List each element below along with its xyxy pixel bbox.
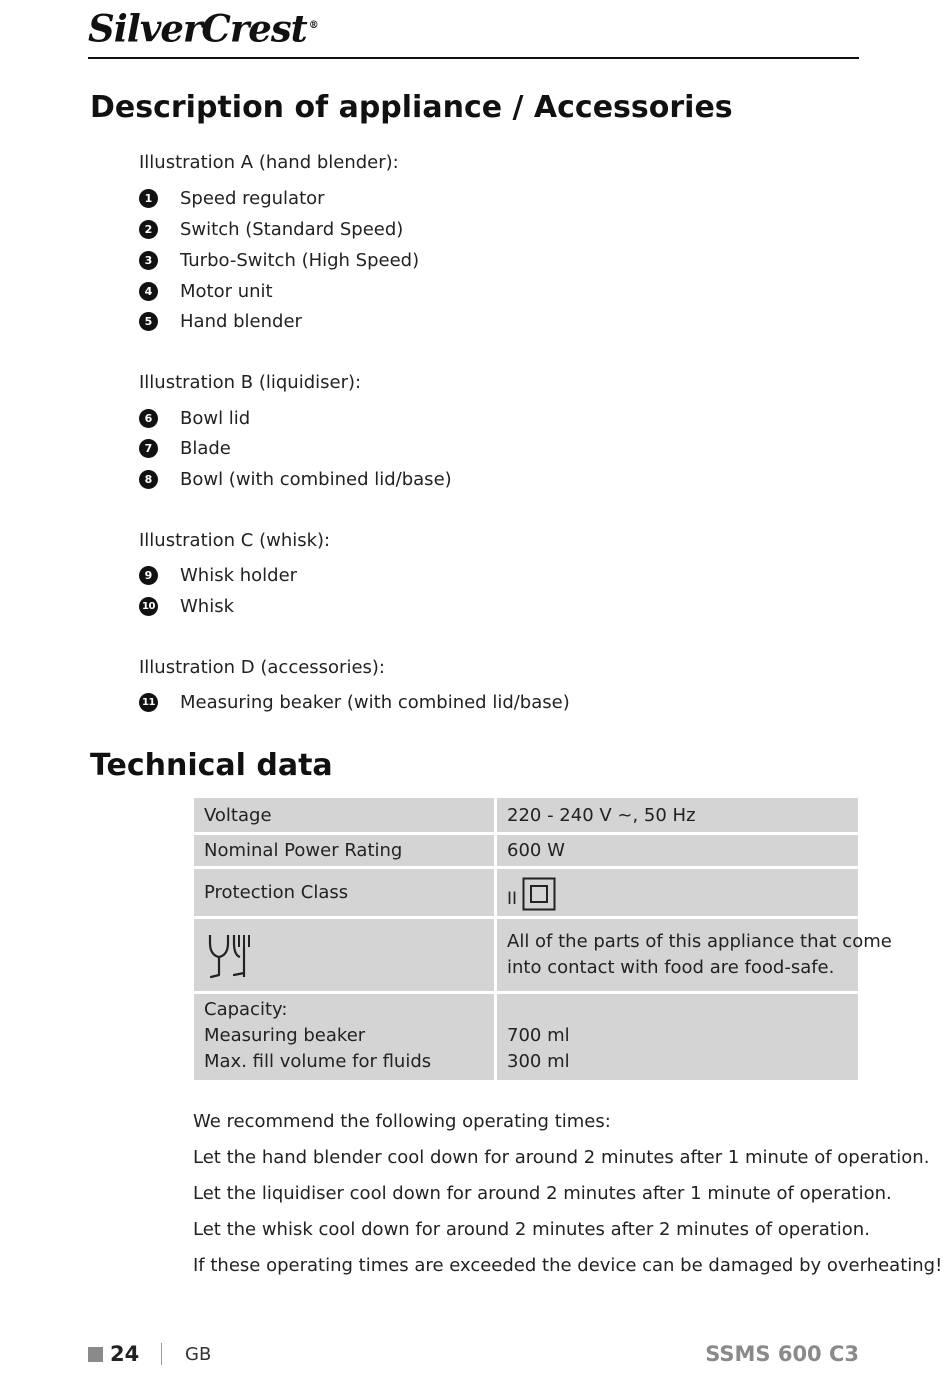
table-row <box>194 869 858 916</box>
operating-note: Let the whisk cool down for around 2 minutes after 2 minutes of operation. <box>193 1219 870 1240</box>
illustration-a-title: Illustration A (hand blender): <box>139 152 399 173</box>
foodsafe-text-line: into contact with food are food-safe. <box>507 957 835 978</box>
item-label: Bowl (with combined lid/base) <box>180 468 452 490</box>
header-rule <box>88 57 859 59</box>
number-badge: 3 <box>139 251 158 270</box>
beaker-label: Measuring beaker <box>204 1025 366 1046</box>
number-badge: 1 <box>139 189 158 208</box>
list-item <box>139 435 231 461</box>
section-title-description: Description of appliance / Accessories <box>90 90 733 125</box>
list-item <box>139 689 570 715</box>
capacity-label: Capacity: <box>204 999 288 1020</box>
table-cell: Nominal Power Rating <box>194 835 494 866</box>
number-badge: 8 <box>139 470 158 489</box>
table-row <box>194 798 858 832</box>
illustration-d-title: Illustration D (accessories): <box>139 657 385 678</box>
item-label: Blade <box>180 437 231 459</box>
item-label: Motor unit <box>180 280 273 302</box>
item-label: Bowl lid <box>180 407 251 429</box>
item-label: Hand blender <box>180 310 302 332</box>
item-label: Switch (Standard Speed) <box>180 218 404 240</box>
item-label: Speed regulator <box>180 187 325 209</box>
protection-class-text: II <box>507 889 518 909</box>
list-item <box>139 466 452 492</box>
table-row <box>194 919 892 991</box>
table-cell: Protection Class <box>194 869 494 916</box>
illustration-b-title: Illustration B (liquidiser): <box>139 372 362 393</box>
operating-note: Let the liquidiser cool down for around 2 minutes after 1 minute of operation. <box>193 1183 892 1204</box>
number-badge: 4 <box>139 282 158 301</box>
beaker-value: 700 ml <box>507 1025 570 1046</box>
item-label: Whisk <box>180 595 235 617</box>
section-title-technical: Technical data <box>90 748 333 783</box>
fill-value: 300 ml <box>507 1051 570 1072</box>
item-label: Measuring beaker (with combined lid/base) <box>180 691 570 713</box>
table-cell <box>497 869 858 916</box>
number-badge: 2 <box>139 220 158 239</box>
number-badge: 9 <box>139 566 158 585</box>
table-cell <box>194 919 494 991</box>
foodsafe-text-line: All of the parts of this appliance that come <box>507 931 892 952</box>
table-cell: 600 W <box>497 835 858 866</box>
number-badge: 11 <box>139 693 158 712</box>
table-cell: 220 - 240 V ~, 50 Hz <box>497 798 858 832</box>
list-item <box>139 308 302 334</box>
number-badge: 6 <box>139 409 158 428</box>
list-item <box>139 247 419 273</box>
list-item <box>139 278 273 304</box>
table-cell <box>497 994 858 1080</box>
operating-note: We recommend the following operating times: <box>193 1111 611 1132</box>
table-cell: Voltage <box>194 798 494 832</box>
list-item <box>139 593 234 619</box>
item-label: Whisk holder <box>180 564 298 586</box>
table-row <box>194 994 858 1080</box>
page-number: 24 <box>110 1342 140 1366</box>
list-item <box>139 216 403 242</box>
illustration-c-title: Illustration C (whisk): <box>139 530 331 551</box>
fill-label: Max. fill volume for fluids <box>204 1051 432 1072</box>
list-item <box>139 185 325 211</box>
glass-fork-icon <box>206 933 252 981</box>
operating-note: If these operating times are exceeded the device can be damaged by overheating! <box>193 1255 943 1276</box>
operating-note: Let the hand blender cool down for around 2 minutes after 1 minute of operation. <box>193 1147 930 1168</box>
item-label: Turbo-Switch (High Speed) <box>180 249 420 271</box>
language-code: GB <box>185 1344 212 1365</box>
list-item <box>139 562 297 588</box>
number-badge: 10 <box>139 597 158 616</box>
number-badge: 7 <box>139 439 158 458</box>
table-cell <box>194 994 494 1080</box>
model-number: SSMS 600 C3 <box>705 1342 859 1366</box>
brand-logo: SilverCrest ® <box>88 6 318 51</box>
table-row <box>194 835 858 866</box>
footer-divider <box>161 1343 162 1365</box>
number-badge: 5 <box>139 312 158 331</box>
table-cell <box>497 919 892 991</box>
footer-square <box>88 1347 103 1362</box>
double-insulation-icon <box>522 877 556 911</box>
list-item <box>139 405 250 431</box>
